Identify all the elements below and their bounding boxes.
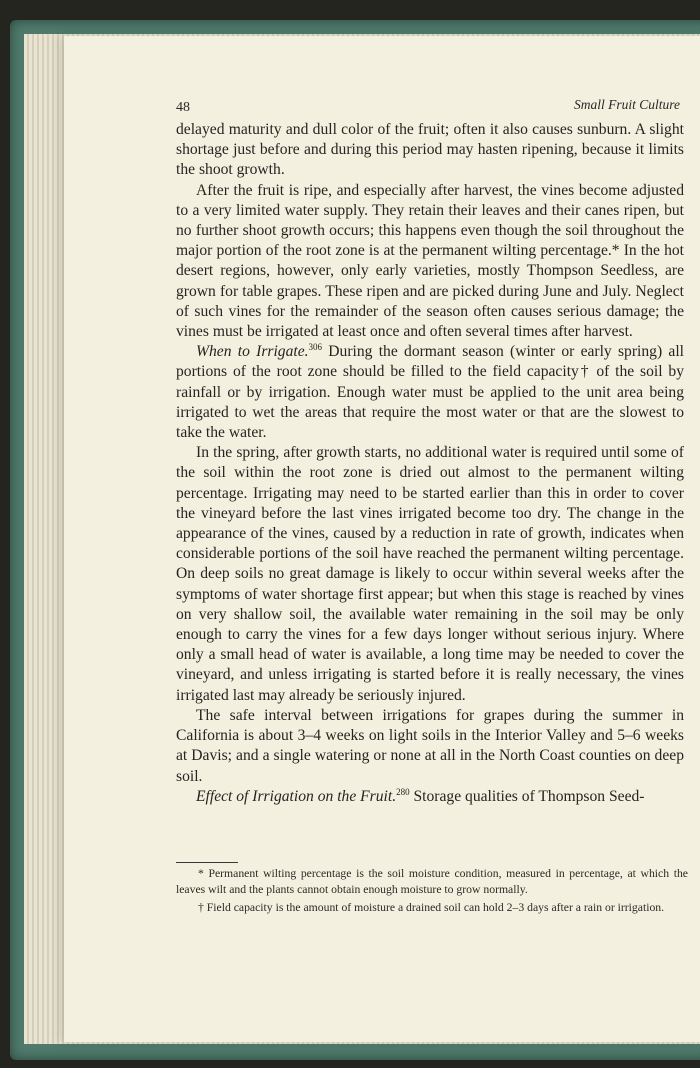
footnotes <box>176 866 688 918</box>
paragraph-text: In the spring, after growth starts, no additional water is required until some of the soil within the root zone is dried out almost to the permanent wilting percentage. Irrigating may need to be started earlier than this in order to cover the vineyard before the last vines irrigated become too dry. The change in the appearance of the vines, caused by a reduction in rate of growth, indicates when considerable portions of the soil have reached the permanent wilting percentage. On deep soils no great damage is likely to occur within several weeks after the symptoms of water shortage first appear; but when this stage is reached by vines on very shallow soil, the available water remaining in the soil may be only enough to carry the vines for a few days longer without serious injury. Where only a small head of water is available, a long time may be needed to cover the vineyard, and unless irrigating is started before it is really necessary, the vines irrigated last may already be seriously injured. <box>176 444 684 704</box>
paragraph-text: After the fruit is ripe, and especially after harvest, the vines become adjusted to a very limited water supply. They retain their leaves and their canes ripen, but no further shoot growth occurs; this happens even though the soil throughout the major portion of the root zone is at the permanent wilting percentage.* In the hot desert regions, however, only early varieties, mostly Thompson Seedless, are grown for table grapes. These ripen and are picked during June and July. Neglect of such vines for the remainder of the season often causes serious damage; the vines must be irrigated at least once and often several times after harvest. <box>176 181 684 341</box>
paragraph-text: Storage qualities of Thompson Seed- <box>409 787 645 805</box>
paragraph <box>176 342 684 443</box>
section-heading: Effect of Irrigation on the Fruit. <box>196 787 397 805</box>
paragraph-text: The safe interval between irrigations for grapes during the summer in California is about 3–4 weeks on light soils in the Interior Valley and 5–6 weeks at Davis; and a single watering or none at all in the North Coast counties on deep soil. <box>176 706 684 785</box>
reference-number: 280 <box>396 786 410 797</box>
paragraph <box>176 787 684 807</box>
reference-number: 306 <box>308 342 323 353</box>
paragraph <box>176 443 684 706</box>
section-heading: When to Irrigate. <box>196 343 309 361</box>
page-number: 48 <box>176 100 190 115</box>
footnote: † Field capacity is the amount of moisture a drained soil can hold 2–3 days after a rain or irrigation. <box>198 901 665 915</box>
paragraph <box>176 120 684 181</box>
footnote: * Permanent wilting percentage is the soil moisture condition, measured in percentage, at which the leaves wilt and the plants cannot obtain enough moisture to grow normally. <box>176 867 688 897</box>
paragraph-text: delayed maturity and dull color of the fruit; often it also causes sunburn. A slight shortage just before and during this period may hasten ripening, because it limits the shoot growth. <box>176 121 684 179</box>
body-text <box>176 120 684 807</box>
paragraph <box>176 181 684 343</box>
footnote-rule <box>176 862 238 863</box>
running-title: Small Fruit Culture <box>573 97 680 112</box>
paragraph <box>176 706 684 787</box>
page-header <box>176 96 680 118</box>
paragraph-text: During the dormant season (winter or early spring) all portions of the root zone should be filled to the field capacity† of the soil by rainfall or by irrigation. Enough water must be applied to the unit area being irrigated to wet the areas that require the most water or that are the slowest to take the water. <box>176 343 684 442</box>
